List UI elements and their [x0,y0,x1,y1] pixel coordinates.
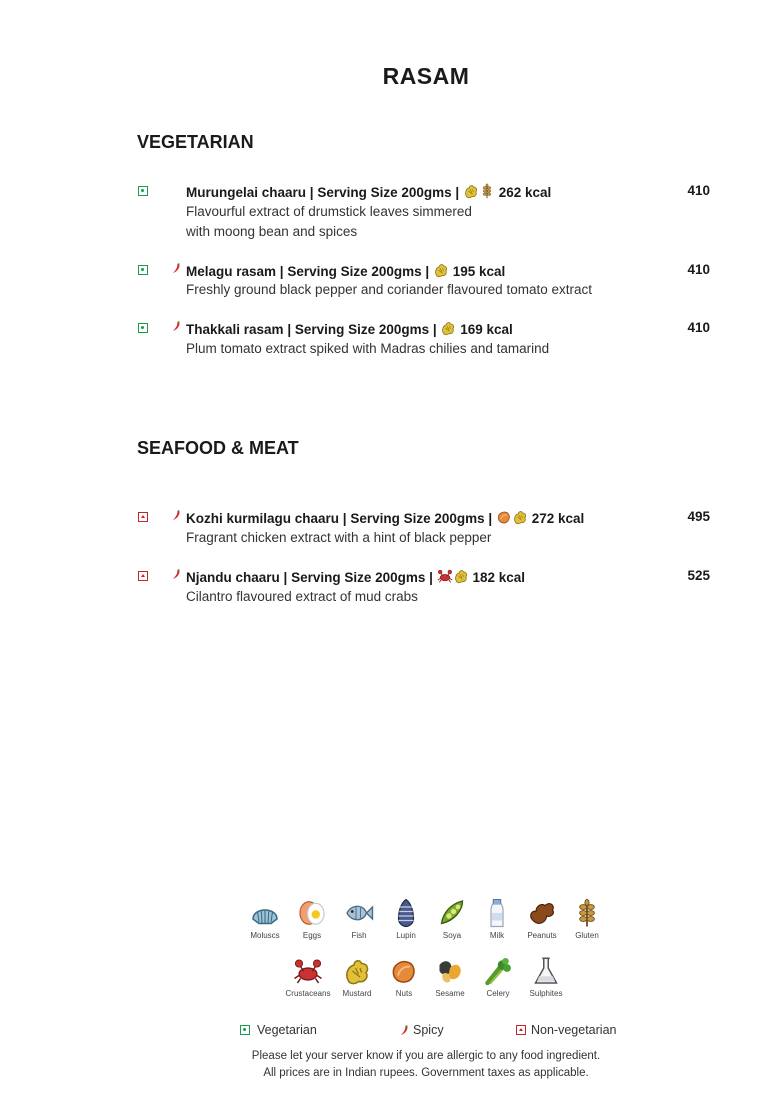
legend-spicy: Spicy [413,1023,444,1037]
item-title: Melagu rasam | Serving Size 200gms | 195 kcal [186,264,506,279]
chili-icon [171,510,182,521]
item-serving: Serving Size 200gms [350,511,485,526]
item-price: 410 [687,320,710,335]
item-kcal: 272 kcal [531,511,585,526]
mustard-icon [463,183,479,199]
chili-icon [399,1025,410,1036]
allergen-mustard: Mustard [328,956,386,998]
price-notice: All prices are in Indian rupees. Government taxes as applicable. [263,1067,589,1079]
item-title: Murungelai chaaru | Serving Size 200gms | 262 kcal [186,185,552,200]
celery-icon [483,956,513,986]
allergen-soya: Soya [423,898,481,940]
allergen-eggs: Eggs [283,898,341,940]
allergen-moluscs: Moluscs [236,898,294,940]
crustaceans-icon [437,568,453,584]
item-name: Murungelai chaaru [186,185,307,200]
gluten-icon [479,183,495,199]
allergen-fish: Fish [330,898,388,940]
item-serving: Serving Size 200gms [317,185,452,200]
fish-icon [344,898,374,928]
milk-icon [482,898,512,928]
allergen-lupin: Lupin [377,898,435,940]
item-price: 525 [687,568,710,583]
item-name: Melagu rasam [186,264,277,279]
item-price: 410 [687,183,710,198]
allergen-sesame: Sesame [421,956,479,998]
mustard-icon [342,956,372,986]
mustard-icon [433,262,449,278]
allergy-notice: Please let your server know if you are allergic to any food ingredient. [251,1050,601,1062]
item-serving: Serving Size 200gms [291,570,426,585]
moluscs-icon [250,898,280,928]
mustard-icon [453,568,469,584]
nonveg-mark-icon [138,571,148,581]
item-kcal: 262 kcal [498,185,552,200]
veg-mark-icon [138,186,148,196]
sesame-icon [435,956,465,986]
item-kcal: 195 kcal [452,264,506,279]
item-description: Freshly ground black pepper and coriander flavoured tomato extract [186,282,592,297]
lupin-icon [391,898,421,928]
item-kcal: 182 kcal [472,570,525,585]
allergen-sulphites: Sulphites [517,956,575,998]
veg-mark-icon [240,1025,250,1035]
item-description: Fragrant chicken extract with a hint of black pepper [186,530,492,545]
chili-icon [171,569,182,580]
section-title-seafood-meat: SEAFOOD & MEAT [137,438,299,458]
allergen-milk: Milk [468,898,526,940]
item-name: Njandu chaaru [186,570,280,585]
item-title: Thakkali rasam | Serving Size 200gms | 169 kcal [186,322,513,337]
item-description: Plum tomato extract spiked with Madras chilies and tamarind [186,341,550,356]
allergen-peanuts: Peanuts [513,898,571,940]
legend-vegetarian: Vegetarian [257,1023,317,1037]
item-serving: Serving Size 200gms [287,264,422,279]
crustaceans-icon [293,956,323,986]
peanuts-icon [527,898,557,928]
veg-mark-icon [138,323,148,333]
mustard-icon [512,509,528,525]
item-title: Kozhi kurmilagu chaaru | Serving Size 200gms | 272 kcal [186,511,585,526]
chili-icon [171,263,182,274]
page-title: RASAM [382,63,470,89]
item-price: 495 [687,509,710,524]
chili-icon [171,321,182,332]
section-title-vegetarian: VEGETARIAN [137,132,254,152]
nonveg-mark-icon [138,512,148,522]
item-kcal: 169 kcal [460,322,513,337]
allergen-celery: Celery [469,956,527,998]
mustard-icon [440,320,456,336]
item-description: Cilantro flavoured extract of mud crabs [186,589,418,604]
nuts-icon [389,956,419,986]
sulphites-icon [531,956,561,986]
nonveg-mark-icon [516,1025,526,1035]
soya-icon [437,898,467,928]
allergen-gluten: Gluten [558,898,616,940]
item-description: Flavourful extract of drumstick leaves simmered with moong bean and spices [186,204,472,239]
item-name: Thakkali rasam [186,322,284,337]
item-price: 410 [687,262,710,277]
gluten-icon [572,898,602,928]
item-serving: Serving Size 200gms [294,322,430,337]
allergen-crustaceans: Crustaceans [279,956,337,998]
item-name: Kozhi kurmilagu chaaru [186,511,340,526]
veg-mark-icon [138,265,148,275]
nuts-icon [496,509,512,525]
eggs-icon [297,898,327,928]
legend-non-vegetarian: Non-vegetarian [531,1023,617,1037]
allergen-nuts: Nuts [375,956,433,998]
item-title: Njandu chaaru | Serving Size 200gms | 182 kcal [186,570,525,585]
